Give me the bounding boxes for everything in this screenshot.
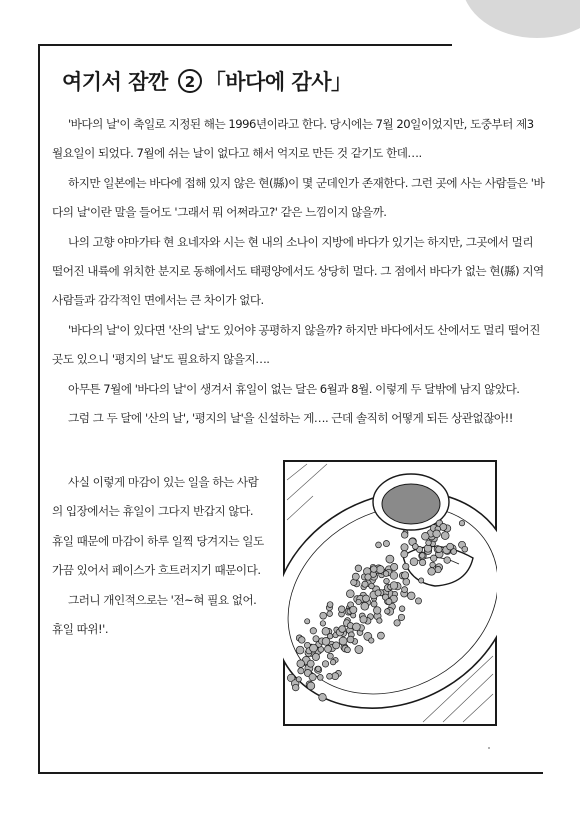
title-number-badge: 2: [178, 69, 202, 93]
bean: [327, 653, 333, 659]
bean: [361, 602, 369, 610]
title-subtitle: 「바다에 감사」: [204, 70, 352, 94]
bean: [391, 563, 398, 570]
bean: [292, 684, 299, 691]
bean: [362, 581, 368, 587]
bean: [305, 619, 310, 624]
bean: [297, 660, 305, 668]
bean: [403, 578, 410, 585]
bean: [339, 626, 346, 633]
bean: [401, 544, 408, 551]
bean: [338, 606, 345, 613]
bean: [320, 621, 325, 626]
frame-top-border: [38, 44, 452, 46]
bean: [386, 555, 394, 563]
paragraph: '바다의 날'이 있다면 '산의 날'도 있어야 공평하지 않을까? 하지만 바다에서도 산에서도 멀리 떨어진 곳도 있으니 '평지의 날'도 필요하지 않을지….: [52, 322, 540, 367]
bean: [327, 611, 333, 617]
bean: [312, 653, 319, 660]
bean: [307, 682, 315, 690]
bean: [299, 637, 306, 644]
bean: [428, 568, 436, 576]
paragraph: 그럼 그 두 달에 '산의 날', '평지의 날'을 신설하는 게…. 근데 솔직히 어떻게 되든 상관없잖아!!: [68, 411, 513, 426]
bean: [386, 599, 392, 605]
bean: [422, 533, 430, 541]
bean: [317, 675, 323, 681]
bean: [363, 595, 370, 602]
bean: [322, 638, 330, 646]
bean: [394, 620, 400, 626]
bean: [419, 578, 424, 583]
paragraph: '바다의 날'이 축일로 지정된 해는 1996년이라고 한다. 당시에는 7월 20일이었지만, 도중부터 제3 월요일이 되었다. 7월에 쉬는 날이 없다고 해서 억지로 만든 것 같기도 한데….: [52, 117, 534, 161]
bean: [403, 563, 409, 569]
bean: [369, 638, 374, 643]
column-title: [62, 66, 352, 96]
bean: [355, 646, 363, 654]
bean: [402, 587, 408, 593]
bean: [330, 660, 335, 665]
bean: [309, 674, 316, 681]
bean: [320, 612, 327, 619]
bean: [383, 541, 389, 547]
frame-left-border: [38, 44, 40, 774]
bean: [365, 574, 371, 580]
bean: [345, 647, 351, 653]
bean: [376, 542, 382, 548]
bean: [316, 666, 321, 671]
bean: [356, 599, 361, 604]
bean: [347, 636, 354, 643]
bean: [441, 532, 449, 540]
bean: [377, 618, 382, 623]
bean: [371, 601, 377, 607]
bean: [327, 673, 333, 679]
paragraph: 나의 고향 야마가타 현 요네자와 시는 현 내의 소나이 지방에 바다가 있기는 하지만, 그곳에서 멀리 떨어진 내륙에 위치한 분지로 동해에서도 태평양에서도 상당히 멀다. 그 점에서 바다가 없는 현(縣) 지역 사람들과 감각적인 면에서는 큰 차이가 없다.: [52, 234, 544, 308]
paragraph: 하지만 일본에는 바다에 접해 있지 않은 현(縣)이 몇 군데인가 존재한다. 그런 곳에 사는 사람들은 '바다의 날'이란 말을 들어도 '그래서 뭐 어쩌라고?' 같은 느낌이지 않을까.: [52, 175, 545, 220]
bean: [447, 543, 454, 550]
bean: [398, 614, 404, 620]
bean: [360, 616, 367, 623]
bean: [353, 623, 361, 631]
bean: [325, 646, 332, 653]
bean: [322, 628, 330, 636]
bean: [420, 553, 426, 559]
bean: [410, 558, 418, 566]
bean: [296, 646, 304, 654]
article-body: [52, 110, 546, 433]
bean: [322, 661, 328, 667]
paragraph: 그러니 개인적으로는 '전~혀 필요 없어. 휴일 따위!'.: [52, 592, 257, 637]
bean: [419, 559, 425, 565]
bean: [433, 530, 441, 538]
bean: [352, 573, 359, 580]
bean: [374, 607, 381, 614]
bean: [376, 566, 384, 574]
bean: [408, 592, 416, 600]
page-corner-tab: [462, 0, 580, 38]
bean: [371, 566, 378, 573]
bean: [369, 583, 375, 589]
bean: [377, 632, 384, 639]
bean: [431, 555, 437, 561]
bean: [307, 660, 314, 667]
article-side-column: [52, 468, 264, 644]
bean: [375, 590, 381, 596]
bean: [296, 677, 301, 682]
bean: [426, 540, 432, 546]
edamame-plate-illustration: [283, 460, 497, 726]
frame-bottom-border: [38, 772, 543, 774]
bean: [350, 606, 357, 613]
bean: [462, 546, 468, 552]
page-speck: [488, 747, 490, 749]
title-main: 여기서 잠깐: [62, 70, 168, 94]
bean: [310, 628, 316, 634]
bean: [310, 644, 318, 652]
paragraph: 아무튼 7월에 '바다의 날'이 생겨서 휴일이 없는 달은 6월과 8월. 이렇게 두 달밖에 남지 않았다.: [68, 381, 520, 396]
bean: [415, 598, 421, 604]
bean: [355, 565, 362, 572]
bean: [436, 546, 442, 552]
bean: [444, 557, 451, 564]
bean: [435, 566, 441, 572]
bean: [430, 562, 436, 568]
bean: [333, 642, 340, 649]
bean: [332, 673, 339, 680]
bean: [412, 544, 418, 550]
bean: [401, 551, 408, 558]
bean: [385, 609, 390, 614]
bean: [390, 582, 398, 590]
bean: [319, 694, 327, 702]
bean: [402, 572, 409, 579]
bean: [399, 606, 405, 612]
bean: [339, 637, 347, 645]
bean: [346, 590, 354, 598]
bean: [327, 602, 333, 608]
bean: [390, 572, 398, 580]
bean: [298, 668, 304, 674]
bean: [383, 571, 389, 577]
bean: [384, 578, 390, 584]
paragraph: 사실 이렇게 마감이 있는 일을 하는 사람의 입장에서는 휴일이 그다지 반갑지 않다. 휴일 때문에 마감이 하루 일찍 당겨지는 일도 가끔 있어서 페이스가 흐트러지기 때문이다.: [52, 475, 264, 578]
bean: [459, 521, 464, 526]
bean: [401, 532, 408, 539]
